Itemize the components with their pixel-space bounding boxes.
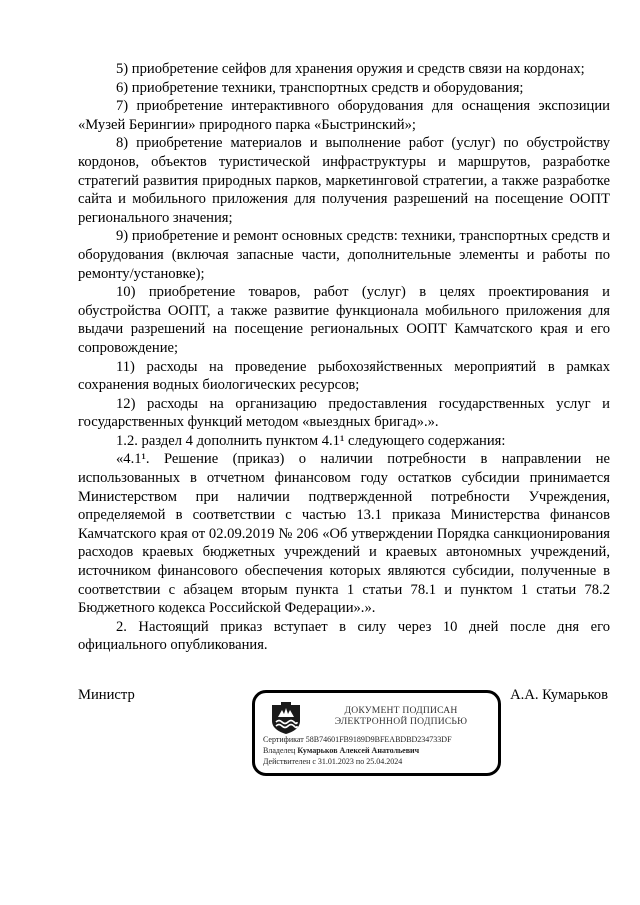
clause-2: 2. Настоящий приказ вступает в силу через 10 дней после дня его официального опубликования. [78, 618, 610, 654]
item-5: 5) приобретение сейфов для хранения оружия и средств связи на кордонах; [116, 61, 585, 77]
stamp-heading: ДОКУМЕНТ ПОДПИСАН ЭЛЕКТРОННОЙ ПОДПИСЬЮ [334, 705, 468, 727]
item-11: 11) расходы на проведение рыбохозяйственных мероприятий в рамках сохранения водных биологических ресурсов; [78, 358, 610, 394]
item-7: 7) приобретение интерактивного оборудования для оснащения экспозиции «Музей Берингии» природного парка «Быстринский»; [78, 98, 610, 133]
coat-of-arms-icon [269, 701, 303, 735]
certificate-line: Сертификат 58B74601FB9189D9BFEABDBD234733DF [263, 735, 452, 744]
owner-line: Владелец Кумарьков Алексей Анатольевич [263, 746, 420, 755]
clause-1-2: 1.2. раздел 4 дополнить пунктом 4.1¹ следующего содержания: [116, 432, 506, 449]
item-10: 10) приобретение товаров, работ (услуг) в целях проектирования и обустройства ООПТ, а также развитие функционала мобильного приложения для выдачи разрешений на посещение региональных ООПТ Камчатского края и его сопровождение; [78, 284, 610, 356]
item-6: 6) приобретение техники, транспортных средств и оборудования; [116, 79, 524, 96]
item-9: 9) приобретение и ремонт основных средств: техники, транспортных средств и оборудования (включая запасные части, дополнительные элементы и работы по ремонту/установке); [78, 228, 610, 282]
clause-4-1-1: «4.1¹. Решение (приказ) о наличии потребности в направлении не использованных в отчетном финансовом году остатков субсидии принимается Министерством при наличии подтвержденной потребности Учреждения, определяемой в соответствии с частью 13.1 приказа Министерства финансов Камчатского края от 02.09.2019 № 206 «Об утверждении Порядка санкционирования расходов краевых бюджетных учреждений и краевых автономных учреждений, источником финансового обеспечения которых являются субсидии, полученные в соответствии с абзацем вторым пункта 1 статьи 78.1 и пунктом 1 статьи 78.2 Бюджетного кодекса Российской Федерации».». [78, 451, 610, 617]
item-12: 12) расходы на организацию предоставления государственных услуг и государственных функций методом «выездных бригад».». [78, 395, 610, 431]
validity-line: Действителен с 31.01.2023 по 25.04.2024 [263, 757, 403, 766]
electronic-signature-stamp [252, 690, 501, 776]
signer-name: А.А. Кумарьков [510, 687, 608, 703]
order-text [78, 60, 610, 655]
signer-title: Министр [78, 687, 135, 703]
item-8: 8) приобретение материалов и выполнение работ (услуг) по обустройству кордонов, объектов туристической инфраструктуры и маршрутов, разработке стратегий развития природных парков, маркетинговой стратегии, а также разработке сайта и мобильного приложения для получения разрешений на посещение ООПТ регионального значения; [78, 135, 610, 226]
